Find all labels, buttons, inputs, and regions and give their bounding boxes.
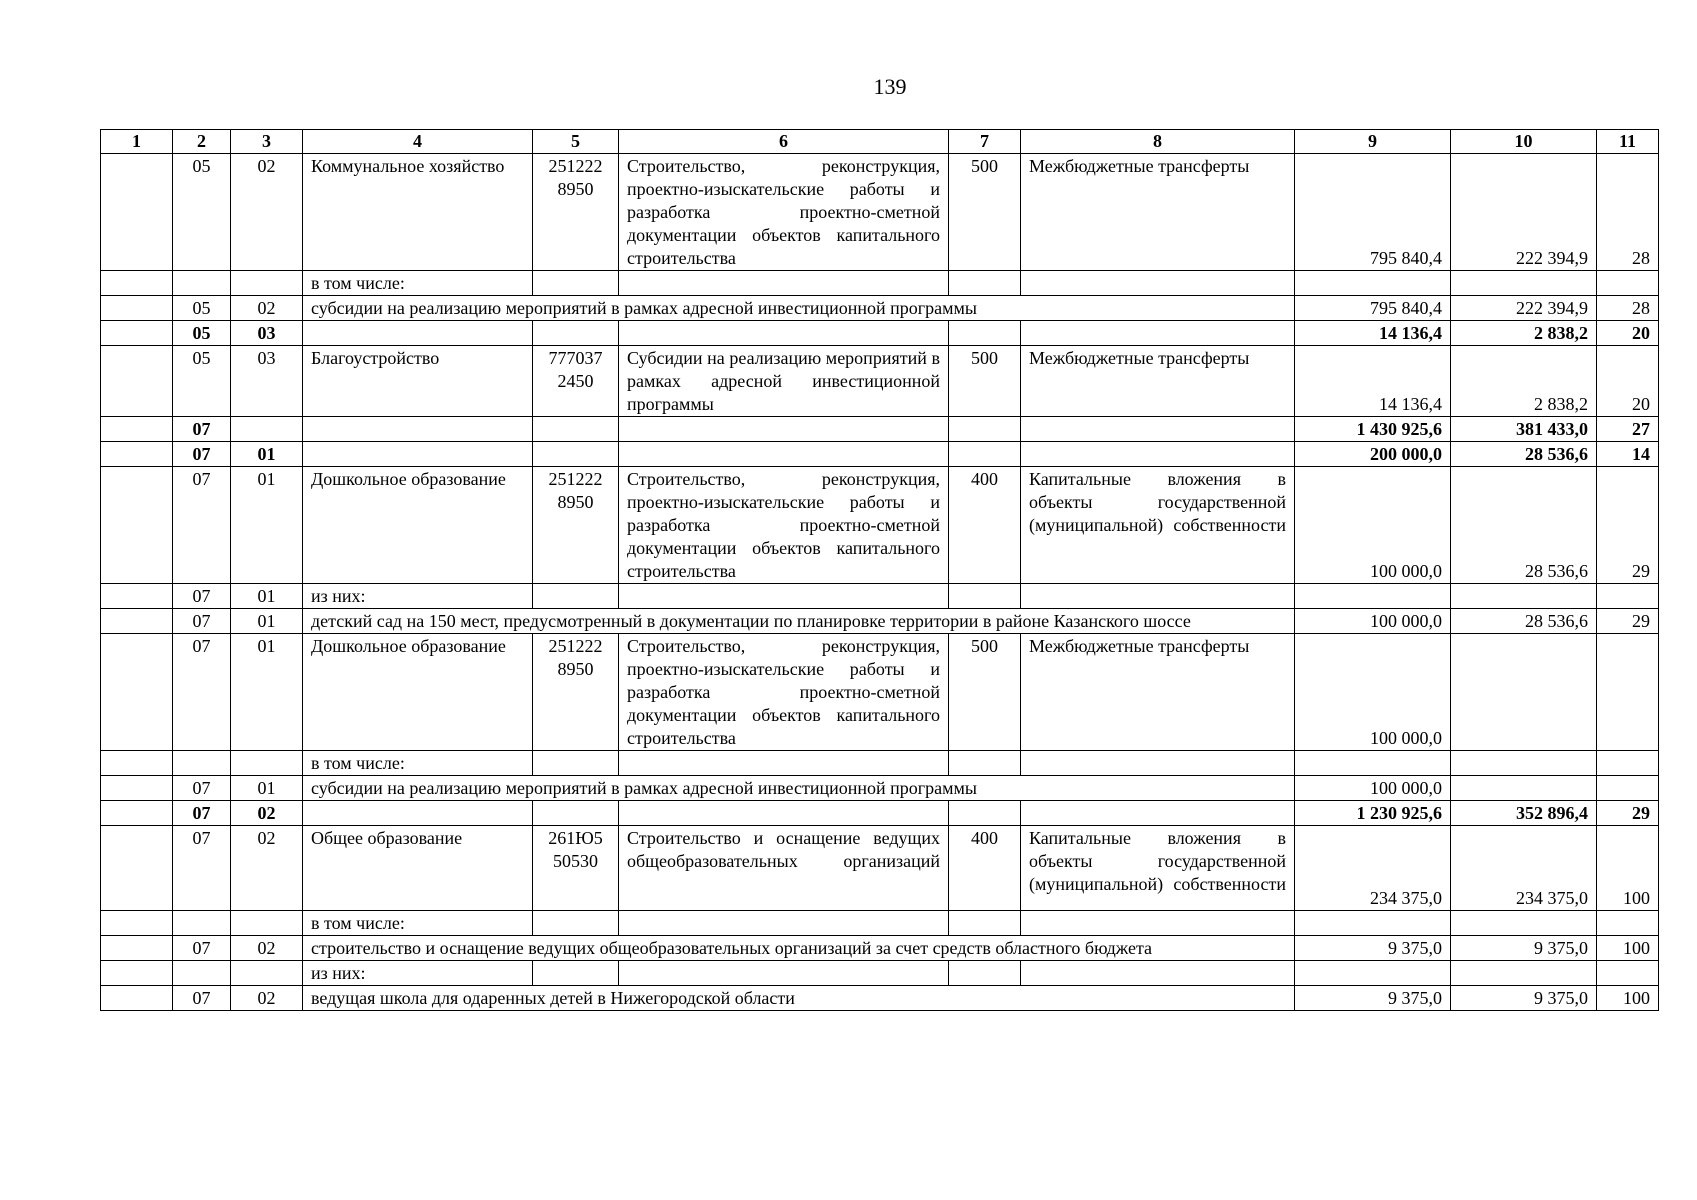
empty-cell bbox=[1021, 911, 1295, 936]
total-row bbox=[101, 442, 1659, 467]
execution-percent bbox=[1597, 776, 1659, 801]
subsection-code: 02 bbox=[231, 936, 303, 961]
empty-cell bbox=[619, 321, 949, 346]
amount-actual: 28 536,6 bbox=[1451, 609, 1597, 634]
execution-percent: 28 bbox=[1597, 296, 1659, 321]
expense-type-name: Капитальные вложения в объекты государственной (муниципальной) собственности bbox=[1021, 826, 1295, 911]
col-1-cell bbox=[101, 826, 173, 911]
object-description: субсидии на реализацию мероприятий в рамках адресной инвестиционной программы bbox=[303, 296, 1295, 321]
header-cell: 2 bbox=[173, 130, 231, 154]
section-code bbox=[173, 271, 231, 296]
section-code: 07 bbox=[173, 609, 231, 634]
section-code: 07 bbox=[173, 801, 231, 826]
execution-percent bbox=[1597, 271, 1659, 296]
subsection-code bbox=[231, 417, 303, 442]
table-row bbox=[101, 936, 1659, 961]
header-cell: 7 bbox=[949, 130, 1021, 154]
page-number: 139 bbox=[873, 74, 907, 99]
empty-cell bbox=[949, 442, 1021, 467]
note-row bbox=[101, 751, 1659, 776]
empty-cell bbox=[949, 321, 1021, 346]
execution-percent: 27 bbox=[1597, 417, 1659, 442]
header-cell: 3 bbox=[231, 130, 303, 154]
target-article: 777037 2450 bbox=[533, 346, 619, 417]
col-1-cell bbox=[101, 321, 173, 346]
expense-type-code: 500 bbox=[949, 346, 1021, 417]
amount-plan: 9 375,0 bbox=[1295, 986, 1451, 1011]
empty-cell bbox=[1021, 271, 1295, 296]
empty-cell bbox=[619, 271, 949, 296]
header-cell: 11 bbox=[1597, 130, 1659, 154]
subsection-code: 02 bbox=[231, 986, 303, 1011]
object-description: ведущая школа для одаренных детей в Нижегородской области bbox=[303, 986, 1295, 1011]
amount-plan: 14 136,4 bbox=[1295, 346, 1451, 417]
subsection-code: 02 bbox=[231, 801, 303, 826]
header-row bbox=[101, 130, 1659, 154]
empty-cell bbox=[1021, 751, 1295, 776]
subsection-code: 03 bbox=[231, 346, 303, 417]
empty-cell bbox=[1021, 442, 1295, 467]
target-article: 261Ю5 50530 bbox=[533, 826, 619, 911]
empty-cell bbox=[619, 442, 949, 467]
header-cell: 9 bbox=[1295, 130, 1451, 154]
note-text: в том числе: bbox=[303, 271, 533, 296]
amount-plan: 200 000,0 bbox=[1295, 442, 1451, 467]
empty-cell bbox=[949, 417, 1021, 442]
amount-actual: 9 375,0 bbox=[1451, 936, 1597, 961]
empty-cell bbox=[303, 321, 533, 346]
execution-percent: 14 bbox=[1597, 442, 1659, 467]
amount-actual: 381 433,0 bbox=[1451, 417, 1597, 442]
section-code: 07 bbox=[173, 442, 231, 467]
expense-description: Строительство, реконструкция, проектно-изыскательские работы и разработка проектно-сметной документации объектов капитального строительства bbox=[619, 154, 949, 271]
section-code: 05 bbox=[173, 296, 231, 321]
note-row bbox=[101, 961, 1659, 986]
amount-plan bbox=[1295, 584, 1451, 609]
col-1-cell bbox=[101, 271, 173, 296]
col-1-cell bbox=[101, 584, 173, 609]
empty-cell bbox=[949, 911, 1021, 936]
section-name: Дошкольное образование bbox=[303, 634, 533, 751]
execution-percent bbox=[1597, 751, 1659, 776]
table-row bbox=[101, 986, 1659, 1011]
amount-plan: 1 430 925,6 bbox=[1295, 417, 1451, 442]
table-row bbox=[101, 296, 1659, 321]
note-text: в том числе: bbox=[303, 751, 533, 776]
empty-cell bbox=[619, 751, 949, 776]
empty-cell bbox=[533, 417, 619, 442]
empty-cell bbox=[949, 584, 1021, 609]
object-description: строительство и оснащение ведущих общеобразовательных организаций за счет средств областного бюджета bbox=[303, 936, 1295, 961]
amount-actual bbox=[1451, 584, 1597, 609]
note-row bbox=[101, 911, 1659, 936]
empty-cell bbox=[619, 584, 949, 609]
expense-description: Строительство, реконструкция, проектно-изыскательские работы и разработка проектно-сметной документации объектов капитального строительства bbox=[619, 634, 949, 751]
empty-cell bbox=[1021, 417, 1295, 442]
amount-plan: 100 000,0 bbox=[1295, 609, 1451, 634]
execution-percent bbox=[1597, 634, 1659, 751]
amount-actual: 352 896,4 bbox=[1451, 801, 1597, 826]
subsection-code: 01 bbox=[231, 467, 303, 584]
subsection-code bbox=[231, 961, 303, 986]
execution-percent: 29 bbox=[1597, 609, 1659, 634]
col-1-cell bbox=[101, 346, 173, 417]
object-description: субсидии на реализацию мероприятий в рамках адресной инвестиционной программы bbox=[303, 776, 1295, 801]
target-article: 251222 8950 bbox=[533, 467, 619, 584]
empty-cell bbox=[303, 801, 533, 826]
execution-percent: 28 bbox=[1597, 154, 1659, 271]
expense-description: Строительство, реконструкция, проектно-изыскательские работы и разработка проектно-сметной документации объектов капитального строительства bbox=[619, 467, 949, 584]
amount-actual bbox=[1451, 961, 1597, 986]
section-code bbox=[173, 911, 231, 936]
empty-cell bbox=[619, 961, 949, 986]
amount-plan bbox=[1295, 751, 1451, 776]
empty-cell bbox=[949, 961, 1021, 986]
table-row bbox=[101, 154, 1659, 271]
header-cell: 4 bbox=[303, 130, 533, 154]
total-row bbox=[101, 801, 1659, 826]
empty-cell bbox=[1021, 584, 1295, 609]
amount-actual bbox=[1451, 271, 1597, 296]
table-row bbox=[101, 826, 1659, 911]
empty-cell bbox=[533, 321, 619, 346]
subsection-code: 03 bbox=[231, 321, 303, 346]
amount-actual: 9 375,0 bbox=[1451, 986, 1597, 1011]
section-code: 07 bbox=[173, 584, 231, 609]
subsection-code bbox=[231, 911, 303, 936]
section-code: 07 bbox=[173, 467, 231, 584]
expense-type-code: 500 bbox=[949, 634, 1021, 751]
total-row bbox=[101, 417, 1659, 442]
execution-percent: 100 bbox=[1597, 986, 1659, 1011]
table-row bbox=[101, 609, 1659, 634]
empty-cell bbox=[619, 911, 949, 936]
subsection-code bbox=[231, 751, 303, 776]
note-text: из них: bbox=[303, 584, 533, 609]
amount-actual bbox=[1451, 751, 1597, 776]
execution-percent bbox=[1597, 911, 1659, 936]
table-row bbox=[101, 776, 1659, 801]
subsection-code: 01 bbox=[231, 442, 303, 467]
col-1-cell bbox=[101, 751, 173, 776]
execution-percent: 100 bbox=[1597, 826, 1659, 911]
amount-actual bbox=[1451, 776, 1597, 801]
execution-percent: 29 bbox=[1597, 801, 1659, 826]
expense-type-code: 500 bbox=[949, 154, 1021, 271]
amount-actual: 2 838,2 bbox=[1451, 346, 1597, 417]
subsection-code: 01 bbox=[231, 584, 303, 609]
amount-plan: 795 840,4 bbox=[1295, 296, 1451, 321]
amount-plan: 100 000,0 bbox=[1295, 634, 1451, 751]
subsection-code: 02 bbox=[231, 154, 303, 271]
object-description: детский сад на 150 мест, предусмотренный в документации по планировке территории в районе Казанского шоссе bbox=[303, 609, 1295, 634]
amount-plan: 795 840,4 bbox=[1295, 154, 1451, 271]
section-name: Дошкольное образование bbox=[303, 467, 533, 584]
table-row bbox=[101, 467, 1659, 584]
subsection-code: 01 bbox=[231, 609, 303, 634]
amount-plan bbox=[1295, 911, 1451, 936]
empty-cell bbox=[533, 584, 619, 609]
expense-type-name: Межбюджетные трансферты bbox=[1021, 634, 1295, 751]
amount-plan bbox=[1295, 961, 1451, 986]
header-cell: 8 bbox=[1021, 130, 1295, 154]
subsection-code: 01 bbox=[231, 776, 303, 801]
col-1-cell bbox=[101, 936, 173, 961]
amount-actual: 28 536,6 bbox=[1451, 442, 1597, 467]
table-row bbox=[101, 634, 1659, 751]
section-code bbox=[173, 751, 231, 776]
header-cell: 1 bbox=[101, 130, 173, 154]
col-1-cell bbox=[101, 154, 173, 271]
expense-type-name: Межбюджетные трансферты bbox=[1021, 154, 1295, 271]
table-row bbox=[101, 346, 1659, 417]
header-cell: 5 bbox=[533, 130, 619, 154]
execution-percent bbox=[1597, 961, 1659, 986]
amount-actual: 234 375,0 bbox=[1451, 826, 1597, 911]
execution-percent bbox=[1597, 584, 1659, 609]
col-1-cell bbox=[101, 911, 173, 936]
amount-plan: 14 136,4 bbox=[1295, 321, 1451, 346]
empty-cell bbox=[533, 801, 619, 826]
section-code: 07 bbox=[173, 826, 231, 911]
empty-cell bbox=[949, 801, 1021, 826]
col-1-cell bbox=[101, 776, 173, 801]
execution-percent: 100 bbox=[1597, 936, 1659, 961]
empty-cell bbox=[533, 442, 619, 467]
empty-cell bbox=[533, 961, 619, 986]
amount-plan: 234 375,0 bbox=[1295, 826, 1451, 911]
section-code: 05 bbox=[173, 321, 231, 346]
section-name: Коммунальное хозяйство bbox=[303, 154, 533, 271]
amount-actual: 222 394,9 bbox=[1451, 296, 1597, 321]
empty-cell bbox=[949, 271, 1021, 296]
empty-cell bbox=[303, 442, 533, 467]
header-cell: 10 bbox=[1451, 130, 1597, 154]
amount-actual: 2 838,2 bbox=[1451, 321, 1597, 346]
amount-actual: 222 394,9 bbox=[1451, 154, 1597, 271]
section-code: 07 bbox=[173, 776, 231, 801]
amount-actual bbox=[1451, 634, 1597, 751]
col-1-cell bbox=[101, 296, 173, 321]
amount-actual bbox=[1451, 911, 1597, 936]
subsection-code: 02 bbox=[231, 826, 303, 911]
subsection-code: 02 bbox=[231, 296, 303, 321]
col-1-cell bbox=[101, 986, 173, 1011]
target-article: 251222 8950 bbox=[533, 154, 619, 271]
section-code: 07 bbox=[173, 417, 231, 442]
amount-actual: 28 536,6 bbox=[1451, 467, 1597, 584]
empty-cell bbox=[533, 751, 619, 776]
execution-percent: 29 bbox=[1597, 467, 1659, 584]
amount-plan: 100 000,0 bbox=[1295, 467, 1451, 584]
empty-cell bbox=[1021, 801, 1295, 826]
budget-table bbox=[100, 129, 1659, 1011]
execution-percent: 20 bbox=[1597, 346, 1659, 417]
empty-cell bbox=[303, 417, 533, 442]
empty-cell bbox=[533, 911, 619, 936]
empty-cell bbox=[619, 801, 949, 826]
note-row bbox=[101, 271, 1659, 296]
subsection-code bbox=[231, 271, 303, 296]
empty-cell bbox=[533, 271, 619, 296]
expense-type-name: Межбюджетные трансферты bbox=[1021, 346, 1295, 417]
col-1-cell bbox=[101, 801, 173, 826]
subsection-code: 01 bbox=[231, 634, 303, 751]
total-row bbox=[101, 321, 1659, 346]
section-code bbox=[173, 961, 231, 986]
amount-plan: 100 000,0 bbox=[1295, 776, 1451, 801]
expense-type-code: 400 bbox=[949, 826, 1021, 911]
empty-cell bbox=[949, 751, 1021, 776]
col-1-cell bbox=[101, 961, 173, 986]
note-text: из них: bbox=[303, 961, 533, 986]
empty-cell bbox=[619, 417, 949, 442]
expense-type-code: 400 bbox=[949, 467, 1021, 584]
note-text: в том числе: bbox=[303, 911, 533, 936]
col-1-cell bbox=[101, 609, 173, 634]
section-code: 07 bbox=[173, 936, 231, 961]
col-1-cell bbox=[101, 417, 173, 442]
execution-percent: 20 bbox=[1597, 321, 1659, 346]
section-code: 05 bbox=[173, 154, 231, 271]
amount-plan: 9 375,0 bbox=[1295, 936, 1451, 961]
header-cell: 6 bbox=[619, 130, 949, 154]
amount-plan: 1 230 925,6 bbox=[1295, 801, 1451, 826]
expense-description: Субсидии на реализацию мероприятий в рамках адресной инвестиционной программы bbox=[619, 346, 949, 417]
section-name: Общее образование bbox=[303, 826, 533, 911]
section-code: 07 bbox=[173, 634, 231, 751]
amount-plan bbox=[1295, 271, 1451, 296]
expense-description: Строительство и оснащение ведущих общеобразовательных организаций bbox=[619, 826, 949, 911]
section-code: 05 bbox=[173, 346, 231, 417]
empty-cell bbox=[1021, 321, 1295, 346]
section-name: Благоустройство bbox=[303, 346, 533, 417]
empty-cell bbox=[1021, 961, 1295, 986]
col-1-cell bbox=[101, 442, 173, 467]
target-article: 251222 8950 bbox=[533, 634, 619, 751]
expense-type-name: Капитальные вложения в объекты государственной (муниципальной) собственности bbox=[1021, 467, 1295, 584]
section-code: 07 bbox=[173, 986, 231, 1011]
col-1-cell bbox=[101, 634, 173, 751]
col-1-cell bbox=[101, 467, 173, 584]
note-row bbox=[101, 584, 1659, 609]
